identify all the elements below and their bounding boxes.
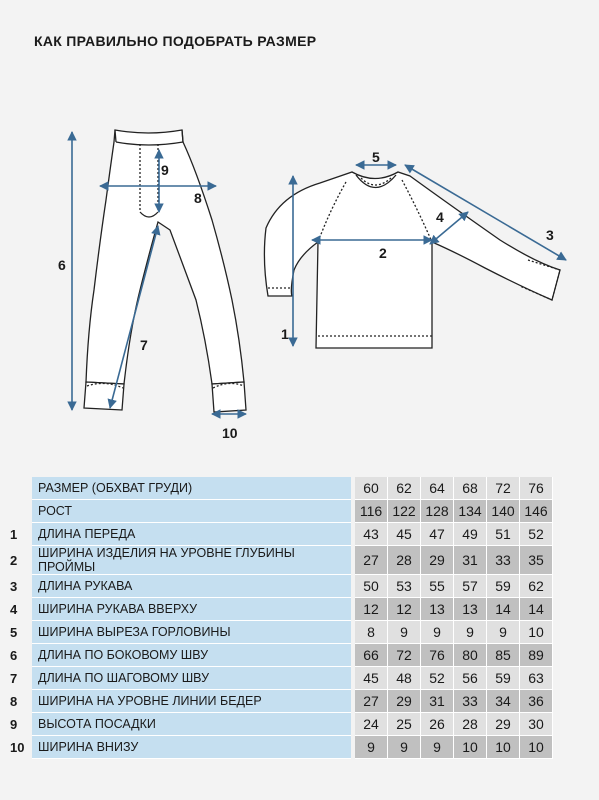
table-cell: 134 (454, 500, 487, 523)
row-label: ДЛИНА ПЕРЕДА (32, 523, 351, 546)
table-cell: 29 (487, 713, 520, 736)
table-row (8, 621, 553, 644)
row-number: 3 (10, 578, 18, 594)
table-cell: 9 (388, 736, 421, 759)
table-cell: 34 (487, 690, 520, 713)
table-cell: 122 (388, 500, 421, 523)
row-label: ШИРИНА ВНИЗУ (32, 736, 351, 759)
table-cell: 9 (421, 736, 454, 759)
page-title: КАК ПРАВИЛЬНО ПОДОБРАТЬ РАЗМЕР (34, 33, 317, 49)
table-cell: 128 (421, 500, 454, 523)
pants-label-9: 9 (161, 162, 169, 178)
table-cell: 49 (454, 523, 487, 546)
table-cell: 28 (454, 713, 487, 736)
table-cell: 66 (355, 644, 388, 667)
table-cell: 12 (388, 598, 421, 621)
table-cell: 89 (520, 644, 553, 667)
shirt-label-1: 1 (281, 326, 289, 342)
table-cell: 25 (388, 713, 421, 736)
table-cell: 47 (421, 523, 454, 546)
table-cell: 14 (520, 598, 553, 621)
table-cell: 27 (355, 546, 388, 575)
table-cell: 52 (520, 523, 553, 546)
row-label: ШИРИНА ИЗДЕЛИЯ НА УРОВНЕ ГЛУБИНЫ ПРОЙМЫ (32, 546, 351, 575)
row-number (8, 477, 32, 500)
row-number (8, 500, 32, 523)
table-cell: 62 (520, 575, 553, 598)
table-cell: 45 (355, 667, 388, 690)
table-cell: 31 (454, 546, 487, 575)
table-cell: 116 (355, 500, 388, 523)
table-cell: 29 (388, 690, 421, 713)
row-label: ШИРИНА ВЫРЕЗА ГОРЛОВИНЫ (32, 621, 351, 644)
table-cell: 76 (421, 644, 454, 667)
table-cell: 31 (421, 690, 454, 713)
table-cell: 64 (421, 477, 454, 500)
table-cell: 48 (388, 667, 421, 690)
table-cell: 27 (355, 690, 388, 713)
table-cell: 51 (487, 523, 520, 546)
table-cell: 140 (487, 500, 520, 523)
pants-label-8: 8 (194, 190, 202, 206)
shirt-label-4: 4 (436, 209, 444, 225)
table-cell: 45 (388, 523, 421, 546)
table-row (8, 546, 553, 575)
table-cell: 59 (487, 575, 520, 598)
table-cell: 14 (487, 598, 520, 621)
table-cell: 53 (388, 575, 421, 598)
table-cell: 50 (355, 575, 388, 598)
table-cell: 57 (454, 575, 487, 598)
row-number: 2 (10, 552, 18, 568)
row-number: 4 (10, 601, 18, 617)
row-number: 6 (10, 647, 18, 663)
pants-label-7: 7 (140, 337, 148, 353)
table-cell: 24 (355, 713, 388, 736)
table-cell: 36 (520, 690, 553, 713)
shirt-drawing (264, 172, 560, 348)
table-cell: 55 (421, 575, 454, 598)
table-cell: 30 (520, 713, 553, 736)
row-label: ДЛИНА РУКАВА (32, 575, 351, 598)
table-cell: 10 (520, 621, 553, 644)
table-cell: 12 (355, 598, 388, 621)
row-label: ДЛИНА ПО ШАГОВОМУ ШВУ (32, 667, 351, 690)
shirt-label-5: 5 (372, 149, 380, 165)
table-cell: 9 (421, 621, 454, 644)
table-cell: 9 (355, 736, 388, 759)
row-number: 1 (10, 526, 18, 542)
table-row (8, 477, 553, 500)
shirt-label-3: 3 (546, 227, 554, 243)
pants-label-6: 6 (58, 257, 66, 273)
table-cell: 10 (454, 736, 487, 759)
table-cell: 10 (520, 736, 553, 759)
size-table (8, 477, 593, 759)
table-cell: 43 (355, 523, 388, 546)
row-number: 8 (10, 693, 18, 709)
table-cell: 60 (355, 477, 388, 500)
table-row (8, 598, 553, 621)
table-cell: 9 (388, 621, 421, 644)
table-cell: 68 (454, 477, 487, 500)
table-cell: 80 (454, 644, 487, 667)
table-cell: 62 (388, 477, 421, 500)
table-cell: 29 (421, 546, 454, 575)
table-row (8, 667, 553, 690)
row-label: ВЫСОТА ПОСАДКИ (32, 713, 351, 736)
table-cell: 33 (454, 690, 487, 713)
table-cell: 35 (520, 546, 553, 575)
row-number: 5 (10, 624, 18, 640)
table-cell: 33 (487, 546, 520, 575)
table-cell: 28 (388, 546, 421, 575)
table-cell: 52 (421, 667, 454, 690)
table-cell: 10 (487, 736, 520, 759)
row-label: РОСТ (32, 500, 351, 523)
shirt-label-2: 2 (379, 245, 387, 261)
row-label: ШИРИНА РУКАВА ВВЕРХУ (32, 598, 351, 621)
table-cell: 9 (454, 621, 487, 644)
table-cell: 13 (454, 598, 487, 621)
table-cell: 26 (421, 713, 454, 736)
table-cell: 63 (520, 667, 553, 690)
table-row (8, 713, 553, 736)
table-cell: 8 (355, 621, 388, 644)
row-label: ШИРИНА НА УРОВНЕ ЛИНИИ БЕДЕР (32, 690, 351, 713)
table-cell: 72 (487, 477, 520, 500)
table-row (8, 736, 553, 759)
table-cell: 59 (487, 667, 520, 690)
pants-label-10: 10 (222, 425, 238, 441)
table-cell: 72 (388, 644, 421, 667)
table-cell: 85 (487, 644, 520, 667)
table-row (8, 575, 553, 598)
table-row (8, 690, 553, 713)
row-number: 7 (10, 670, 18, 686)
table-row (8, 644, 553, 667)
table-cell: 13 (421, 598, 454, 621)
table-row (8, 523, 553, 546)
table-cell: 76 (520, 477, 553, 500)
row-number: 10 (10, 739, 25, 755)
table-cell: 146 (520, 500, 553, 523)
row-label: ДЛИНА ПО БОКОВОМУ ШВУ (32, 644, 351, 667)
row-number: 9 (10, 716, 18, 732)
table-cell: 56 (454, 667, 487, 690)
table-cell: 9 (487, 621, 520, 644)
row-label: РАЗМЕР (ОБХВАТ ГРУДИ) (32, 477, 351, 500)
table-row (8, 500, 553, 523)
